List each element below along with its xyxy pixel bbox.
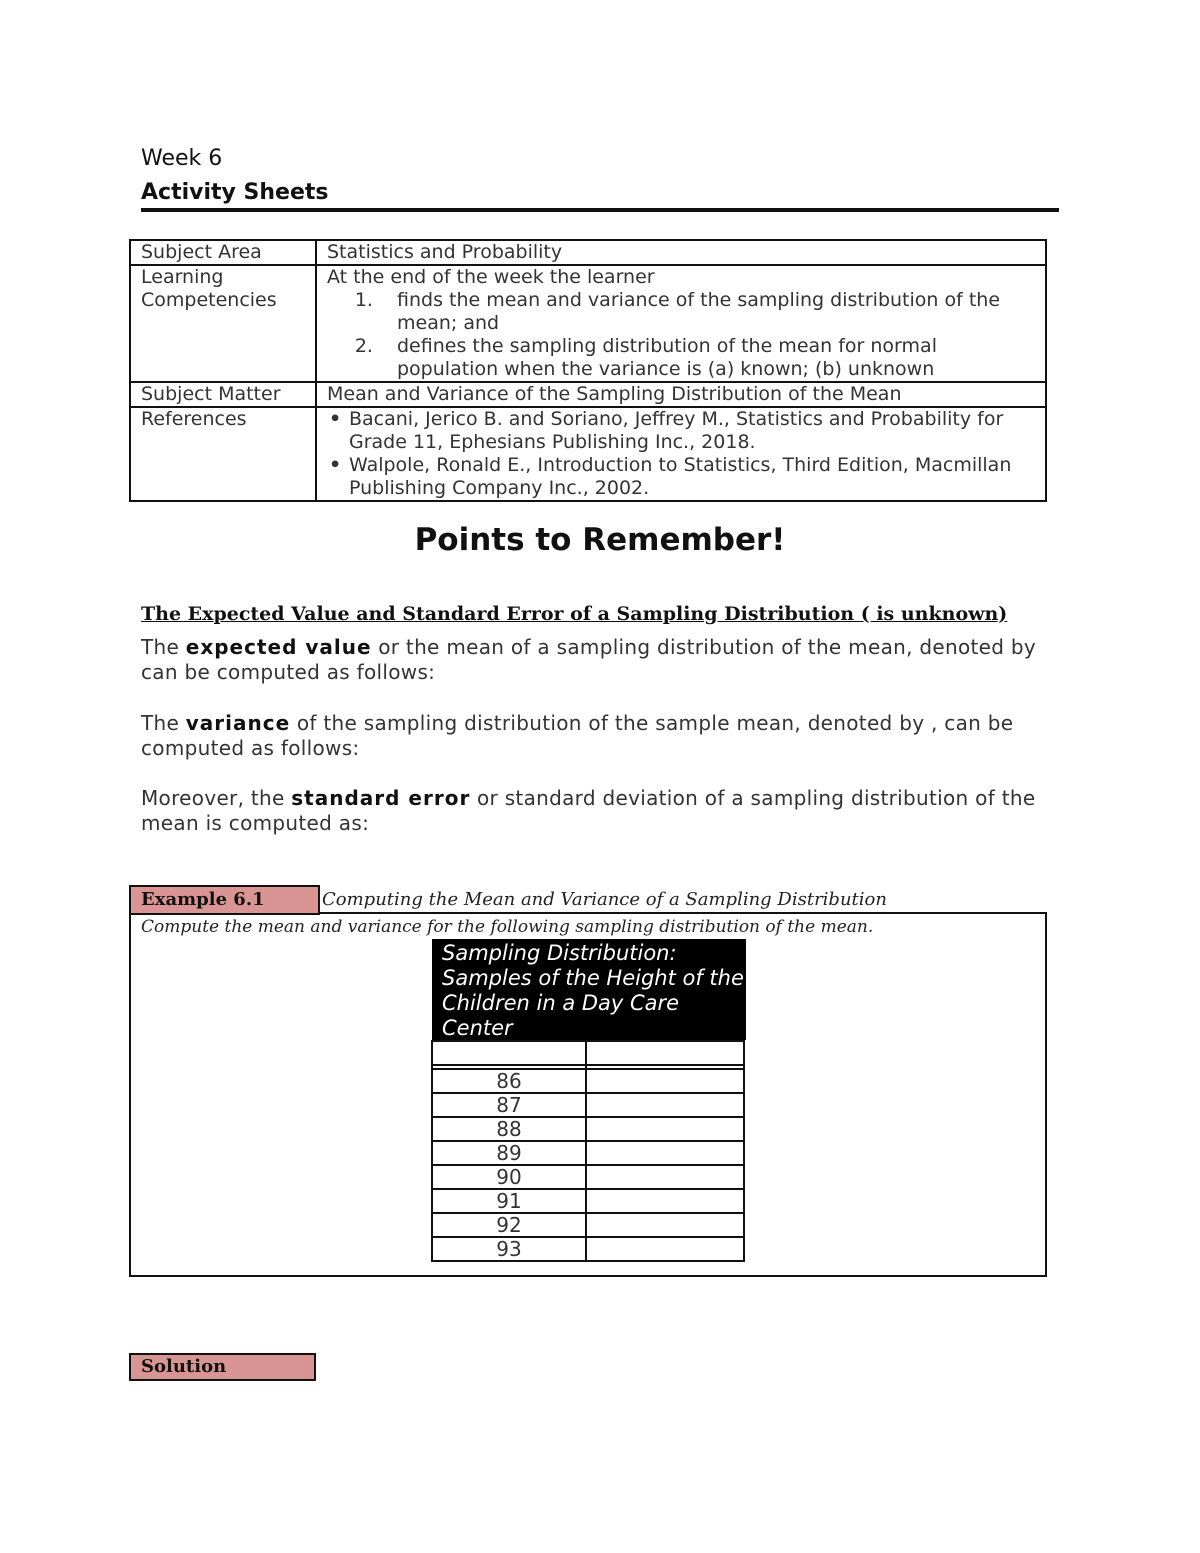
text-span: The — [141, 635, 186, 659]
table-cell — [586, 1093, 744, 1117]
points-heading: Points to Remember! — [414, 522, 786, 558]
height-value: 93 — [432, 1237, 586, 1261]
subject-area-value: Statistics and Probability — [316, 240, 1046, 265]
table-cell — [586, 1041, 744, 1065]
text-span: or standard deviation of a sampling distribution of the mean is computed as: — [141, 786, 1036, 835]
table-cell — [586, 1213, 744, 1237]
competencies-intro: At the end of the week the learner — [327, 266, 655, 288]
height-value: 90 — [432, 1165, 586, 1189]
standard-error-paragraph — [141, 786, 1051, 836]
text-span: of the sampling distribution of the sample mean, denoted by , can be computed as follows: — [141, 711, 1014, 760]
references-label: References — [130, 407, 316, 501]
table-row — [130, 407, 1046, 501]
text-span: The — [141, 711, 186, 735]
bold-term: variance — [185, 711, 291, 735]
table-row — [432, 1189, 744, 1213]
height-value: 88 — [432, 1117, 586, 1141]
sampling-distribution-table — [431, 1040, 745, 1262]
list-item: 2. defines the sampling distribution of the mean for normal population when the variance is (a) known; (b) unknown — [379, 335, 1035, 381]
table-cell — [586, 1189, 744, 1213]
table-cell — [586, 1165, 744, 1189]
text-span: Moreover, the — [141, 786, 292, 810]
subject-matter-label: Subject Matter — [130, 382, 316, 407]
subject-matter-value: Mean and Variance of the Sampling Distribution of the Mean — [316, 382, 1046, 407]
table-row — [432, 1237, 744, 1261]
competencies-label: Learning Competencies — [130, 265, 316, 382]
header-rule — [141, 208, 1059, 212]
variance-paragraph — [141, 711, 1051, 761]
sampling-distribution-header: Sampling Distribution: Samples of the Height of the Children in a Day Care Center — [432, 939, 746, 1040]
table-row — [432, 1069, 744, 1093]
activity-sheets-title: Activity Sheets — [141, 180, 329, 205]
section-heading: The Expected Value and Standard Error of a Sampling Distribution ( is unknown) — [141, 603, 1008, 625]
table-cell — [432, 1041, 586, 1065]
table-row — [130, 265, 1046, 382]
references-cell — [316, 407, 1046, 501]
example-label: Example 6.1 — [129, 885, 320, 915]
height-value: 86 — [432, 1069, 586, 1093]
table-cell — [586, 1141, 744, 1165]
references-list — [327, 408, 1035, 500]
bold-term: expected value — [185, 635, 372, 659]
list-item: • Walpole, Ronald E., Introduction to Statistics, Third Edition, Macmillan Publishing Company Inc., 2002. — [349, 454, 1035, 500]
competencies-list — [327, 289, 1035, 381]
example-instruction: Compute the mean and variance for the following sampling distribution of the mean. — [141, 917, 874, 937]
table-row — [432, 1041, 744, 1065]
info-table — [129, 239, 1047, 502]
table-cell — [586, 1069, 744, 1093]
table-row — [130, 382, 1046, 407]
subject-area-label: Subject Area — [130, 240, 316, 265]
week-title: Week 6 — [141, 146, 223, 171]
height-value: 87 — [432, 1093, 586, 1117]
height-value: 91 — [432, 1189, 586, 1213]
table-row — [432, 1213, 744, 1237]
height-value: 92 — [432, 1213, 586, 1237]
table-row — [432, 1093, 744, 1117]
list-item: • Bacani, Jerico B. and Soriano, Jeffrey M., Statistics and Probability for Grade 11, Ephesians Publishing Inc., 2018. — [349, 408, 1035, 454]
example-title: Computing the Mean and Variance of a Sampling Distribution — [322, 889, 887, 910]
table-cell — [586, 1237, 744, 1261]
table-cell — [586, 1117, 744, 1141]
solution-label: Solution — [129, 1353, 316, 1381]
table-row — [130, 240, 1046, 265]
text-span: or the mean of a sampling distribution of the mean, denoted by can be computed as follows: — [141, 635, 1037, 684]
table-row — [432, 1141, 744, 1165]
competencies-cell — [316, 265, 1046, 382]
expected-value-paragraph — [141, 635, 1051, 685]
list-item: 1. finds the mean and variance of the sampling distribution of the mean; and — [379, 289, 1035, 335]
table-row — [432, 1165, 744, 1189]
height-value: 89 — [432, 1141, 586, 1165]
table-row — [432, 1117, 744, 1141]
bold-term: standard error — [291, 786, 471, 810]
